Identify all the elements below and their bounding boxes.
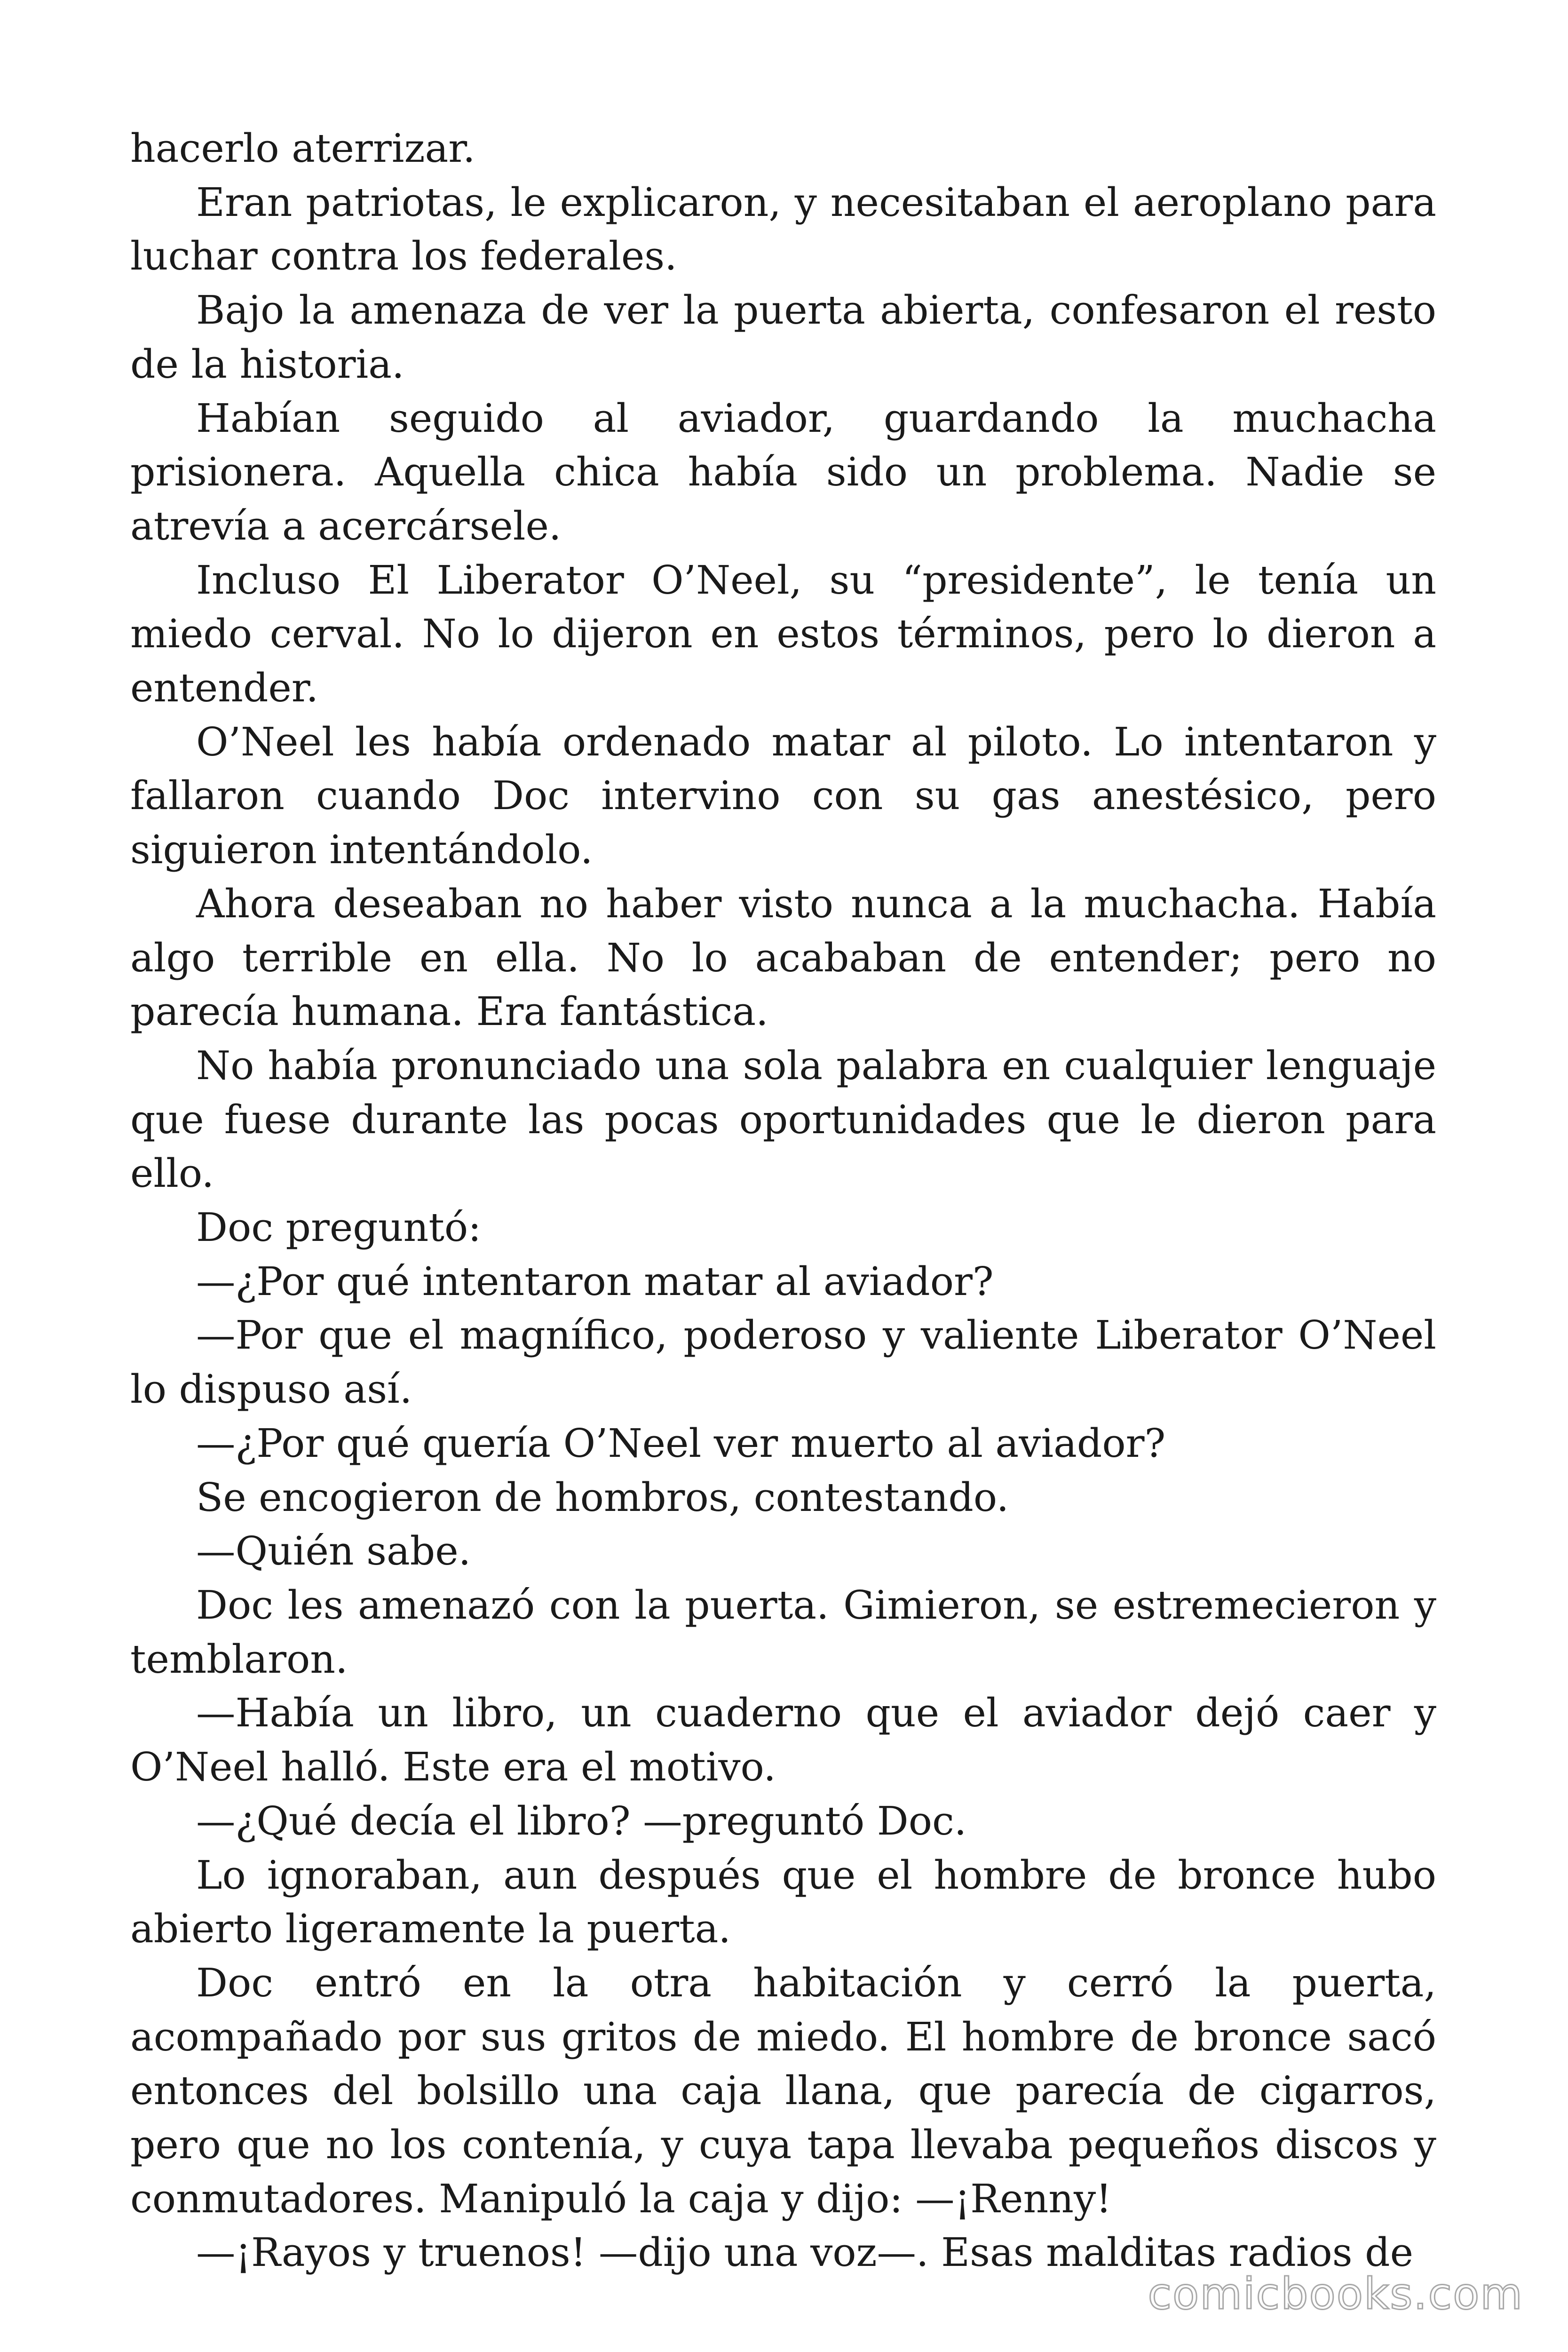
paragraph: —¿Por qué intentaron matar al aviador? xyxy=(196,1258,994,1304)
paragraph: Se encogieron de hombros, contestando. xyxy=(196,1474,1009,1520)
paragraph: —¡Rayos y truenos! —dijo una voz—. Esas malditas radios de xyxy=(196,2229,1414,2276)
paragraph: Habían seguido al aviador, guardando la muchacha prisionera. Aquella chica había sido un problema. Nadie se atrevía a acercársele. xyxy=(130,395,1436,549)
paragraph: —Había un libro, un cuaderno que el aviador dejó caer y O’Neel halló. Este era el motivo. xyxy=(130,1690,1436,1790)
paragraph: Eran patriotas, le explicaron, y necesitaban el aeroplano para luchar contra los federales. xyxy=(130,179,1436,279)
paragraph: —¿Por qué quería O’Neel ver muerto al aviador? xyxy=(196,1420,1166,1466)
paragraph: Lo ignoraban, aun después que el hombre de bronce hubo abierto ligeramente la puerta. xyxy=(130,1851,1436,1952)
watermark: comicbooks.com xyxy=(1148,2269,1523,2319)
paragraph: O’Neel les había ordenado matar al piloto. Lo intentaron y fallaron cuando Doc intervino con su gas anestésico, pero siguieron intentándolo. xyxy=(130,718,1436,873)
paragraph: Incluso El Liberator O’Neel, su “presidente”, le tenía un miedo cerval. No lo dijeron en estos términos, pero lo dieron a entender. xyxy=(130,556,1436,711)
paragraph: —¿Qué decía el libro? —preguntó Doc. xyxy=(196,1797,967,1844)
paragraph: Ahora deseaban no haber visto nunca a la muchacha. Había algo terrible en ella. No lo acababan de entender; pero no parecía humana. Era fantástica. xyxy=(130,880,1436,1035)
page-body xyxy=(130,121,1436,2280)
paragraph: hacerlo aterrizar. xyxy=(130,125,475,171)
paragraph: Bajo la amenaza de ver la puerta abierta, confesaron el resto de la historia. xyxy=(130,287,1436,387)
paragraph: Doc les amenazó con la puerta. Gimieron, se estremecieron y temblaron. xyxy=(130,1581,1436,1682)
paragraph: —Por que el magnífico, poderoso y valiente Liberator O’Neel lo dispuso así. xyxy=(130,1312,1436,1413)
paragraph: Doc preguntó: xyxy=(196,1204,482,1251)
paragraph: —Quién sabe. xyxy=(196,1528,471,1574)
paragraph: Doc entró en la otra habitación y cerró la puerta, acompañado por sus gritos de miedo. El hombre de bronce sacó entonces del bolsillo una caja llana, que parecía de cigarros, pero que no los contenía, y cuya tapa llevaba pequeños discos y conmutadores. Manipuló la caja y dijo: —¡Renny! xyxy=(130,1959,1436,2222)
paragraph: No había pronunciado una sola palabra en cualquier lenguaje que fuese durante las pocas oportunidades que le dieron para ello. xyxy=(130,1042,1436,1197)
